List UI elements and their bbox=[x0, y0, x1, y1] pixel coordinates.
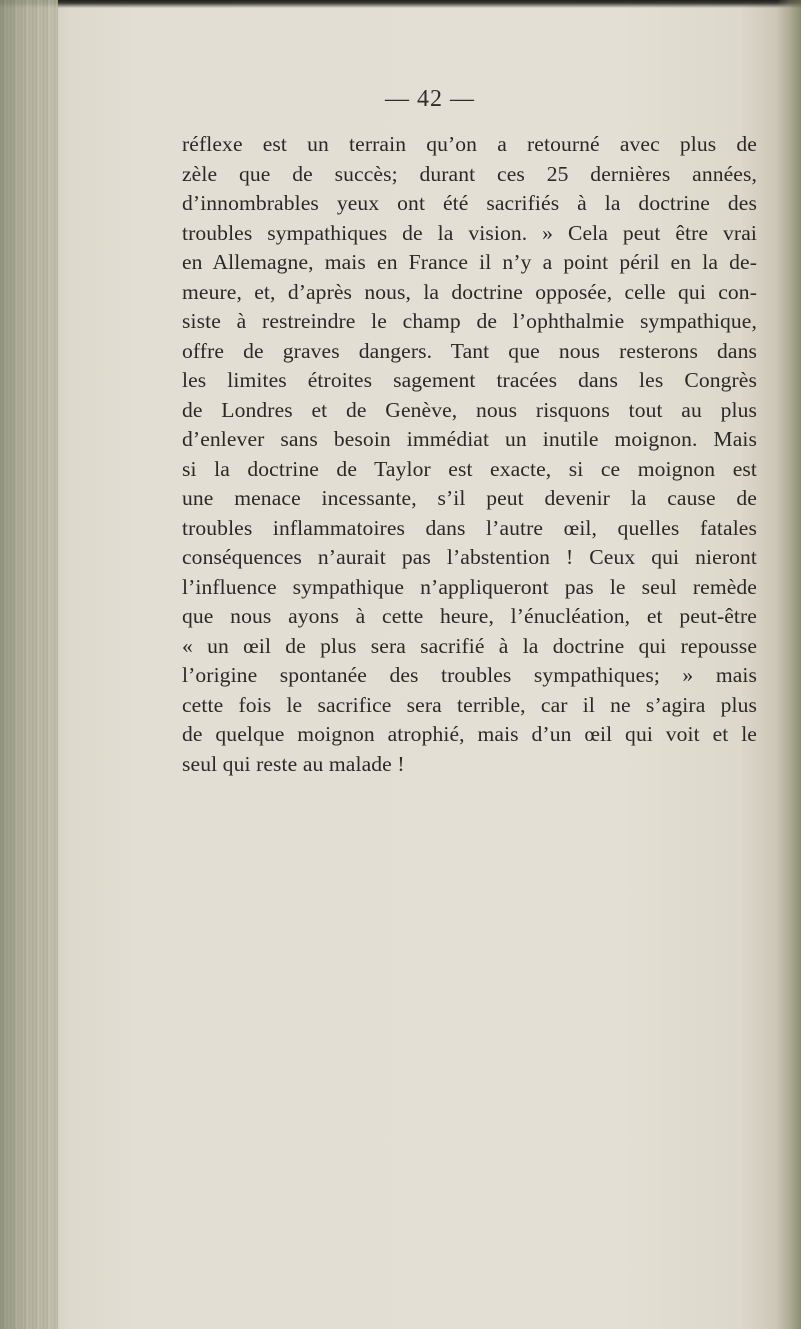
body-text bbox=[182, 130, 757, 779]
text-line: de quelque moignon atrophié, mais d’un œil qui voit et le bbox=[182, 722, 757, 746]
text-line: les limites étroites sagement tracées dans les Congrès bbox=[182, 368, 757, 392]
text-line: meure, et, d’après nous, la doctrine opposée, celle qui con- bbox=[182, 279, 757, 304]
text-line: l’influence sympathique n’appliqueront pas le seul remède bbox=[182, 574, 757, 599]
text-line: siste à restreindre le champ de l’ophthalmie sympathique, bbox=[182, 309, 757, 333]
text-line: troubles sympathiques de la vision. » Cela peut être vrai bbox=[182, 220, 757, 245]
text-line: d’innombrables yeux ont été sacrifiés à la doctrine des bbox=[182, 191, 757, 215]
text-line: offre de graves dangers. Tant que nous resterons dans bbox=[182, 338, 757, 363]
text-line: que nous ayons à cette heure, l’énucléation, et peut-être bbox=[182, 604, 757, 628]
page-right-edge bbox=[777, 0, 801, 1329]
text-line: une menace incessante, s’il peut devenir la cause de bbox=[182, 486, 757, 510]
text-line: zèle que de succès; durant ces 25 dernières années, bbox=[182, 161, 757, 186]
text-line: troubles inflammatoires dans l’autre œil, quelles fatales bbox=[182, 515, 757, 540]
text-line: réflexe est un terrain qu’on a retourné avec plus de bbox=[182, 132, 757, 156]
text-line: l’origine spontanée des troubles sympathiques; » mais bbox=[182, 663, 757, 687]
text-line: de Londres et de Genève, nous risquons tout au plus bbox=[182, 397, 757, 422]
text-line: seul qui reste au malade ! bbox=[182, 751, 405, 776]
text-line: « un œil de plus sera sacrifié à la doctrine qui repousse bbox=[182, 633, 757, 658]
binding-shadow bbox=[0, 0, 70, 1329]
text-line: d’enlever sans besoin immédiat un inutile moignon. Mais bbox=[182, 427, 757, 451]
text-line: conséquences n’aurait pas l’abstention ! Ceux qui nieront bbox=[182, 545, 757, 569]
top-edge-shadow bbox=[0, 0, 801, 8]
text-line: en Allemagne, mais en France il n’y a point péril en la de- bbox=[182, 250, 757, 274]
text-line: si la doctrine de Taylor est exacte, si ce moignon est bbox=[182, 456, 757, 481]
text-line: cette fois le sacrifice sera terrible, car il ne s’agira plus bbox=[182, 692, 757, 717]
page-number: — 42 — bbox=[385, 86, 475, 112]
